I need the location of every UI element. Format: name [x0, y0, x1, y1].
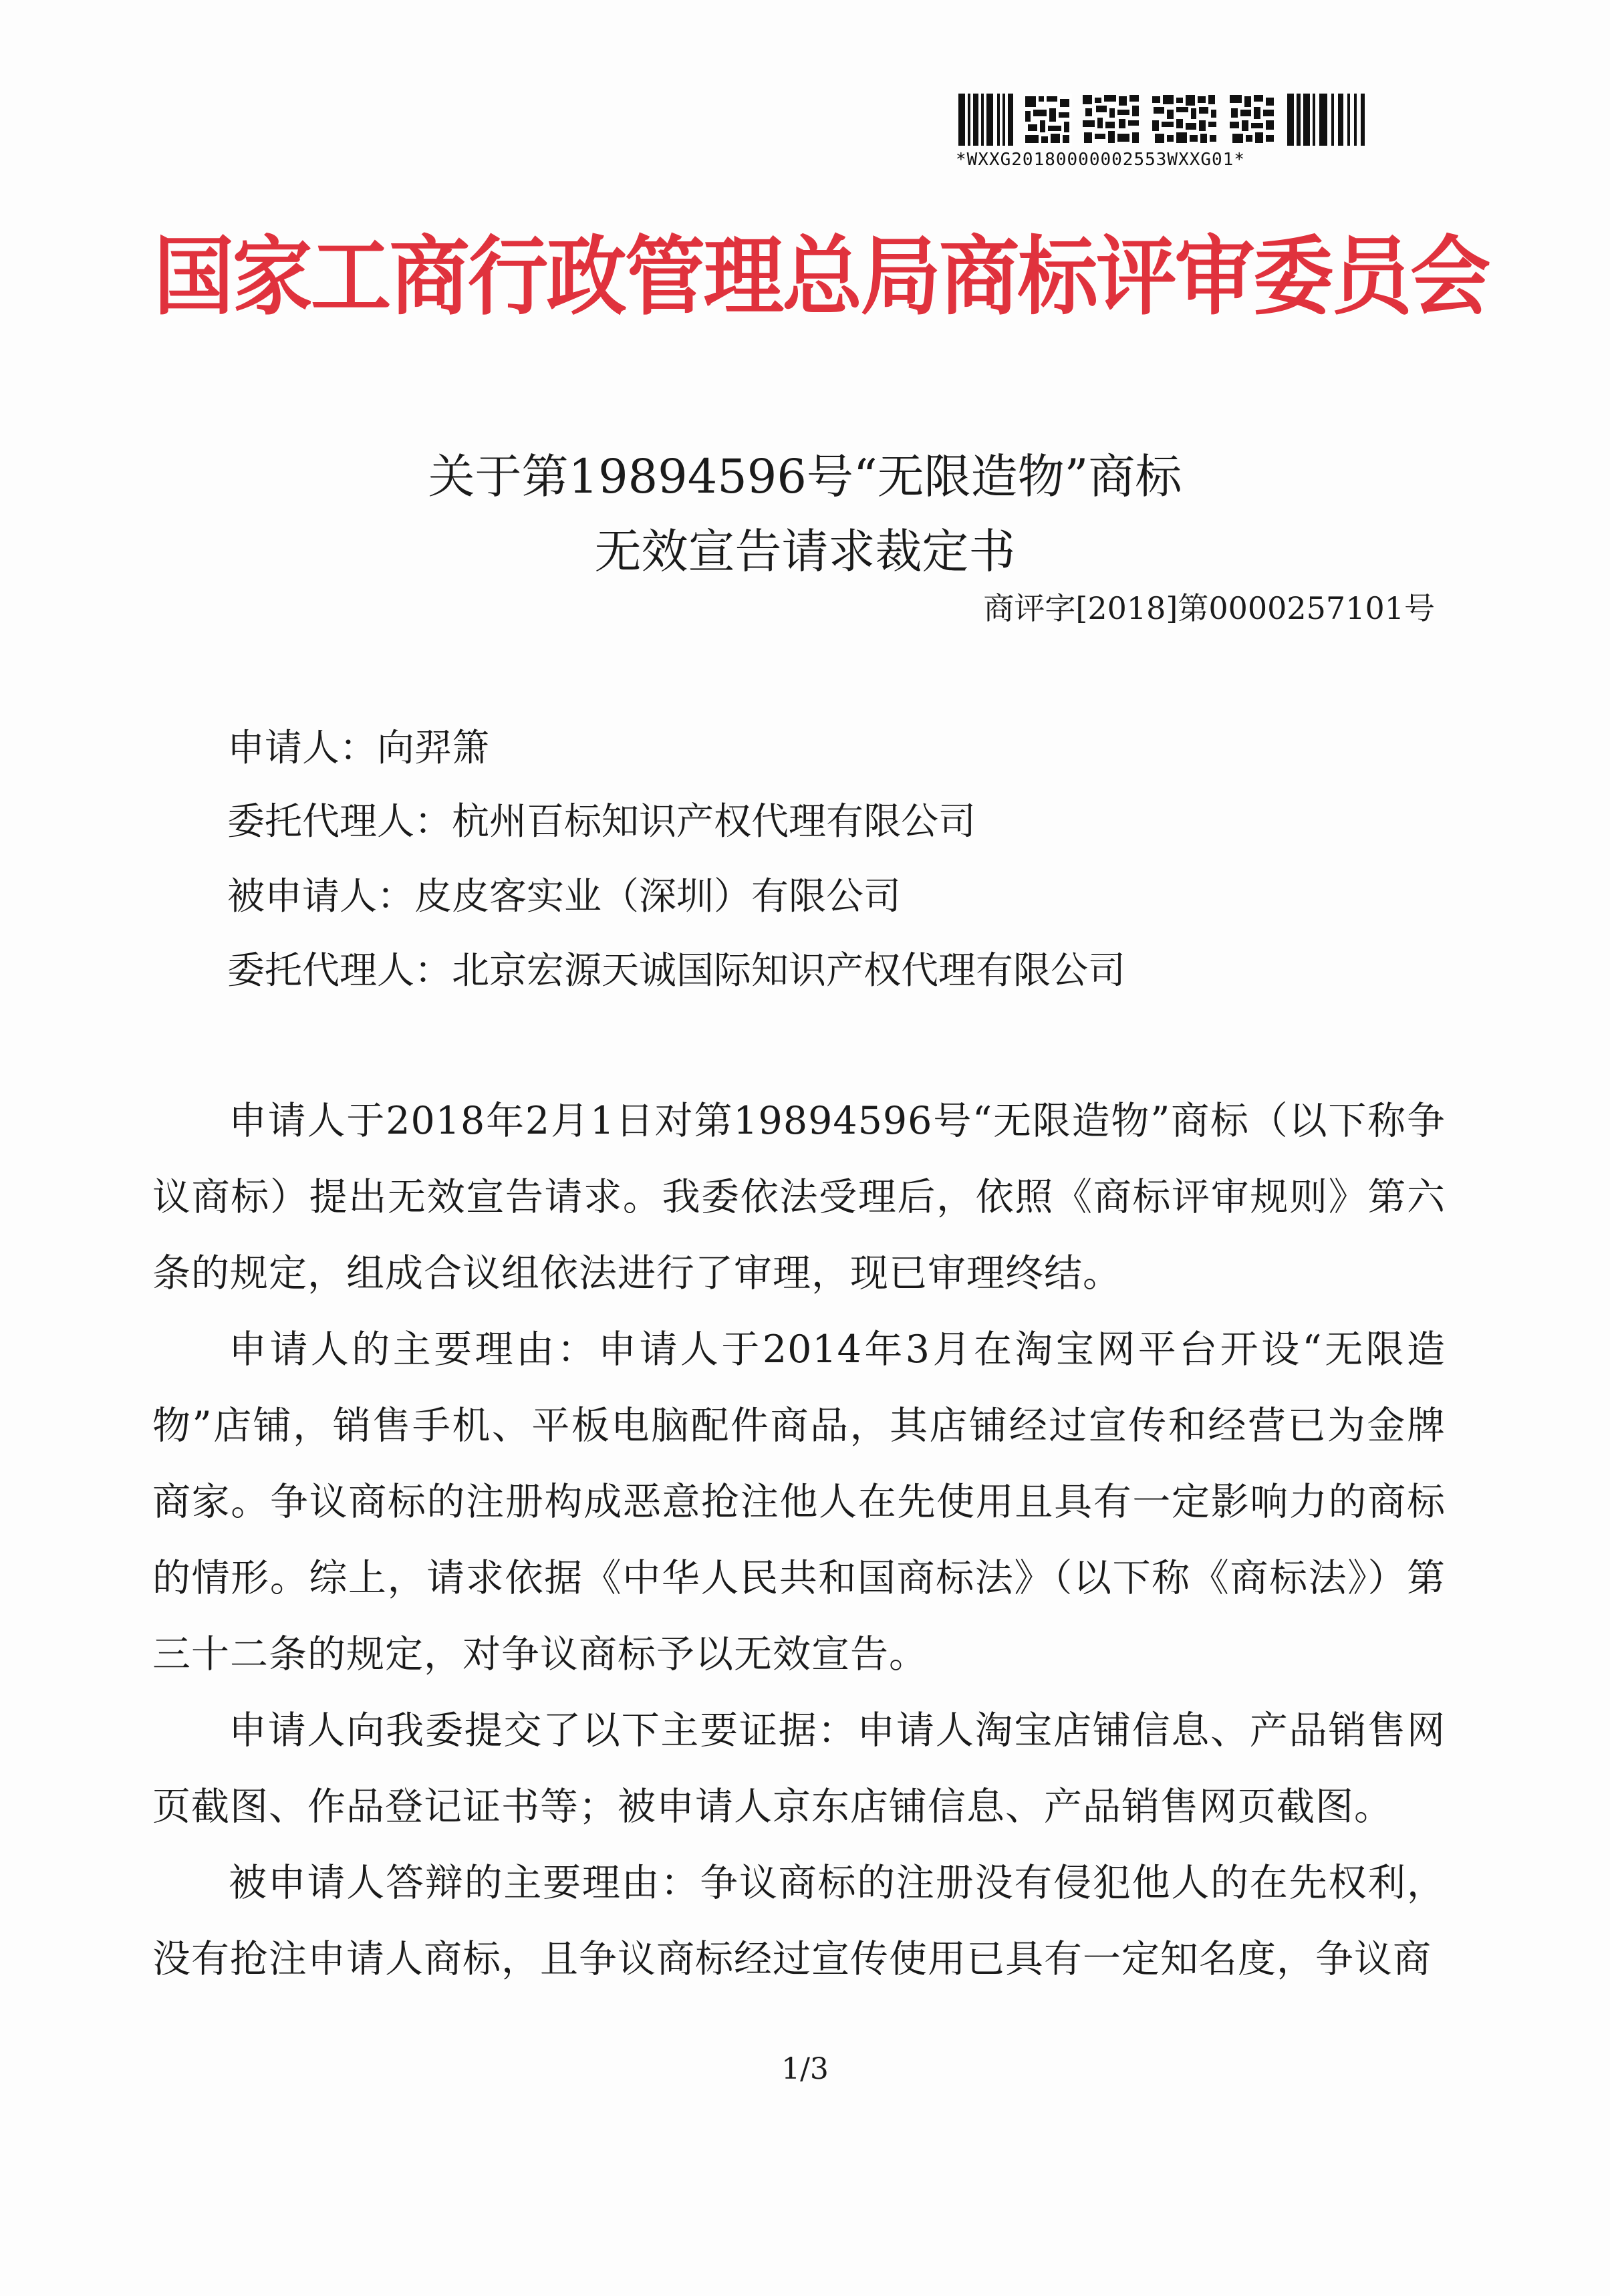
document-title-line-1: 关于第19894596号“无限造物”商标 — [428, 449, 1182, 504]
party-respondent-agent: 委托代理人：北京宏源天诚国际知识产权代理有限公司 — [227, 949, 1125, 993]
page-number: 1/3 — [781, 2052, 829, 2086]
barcode-block — [956, 94, 1410, 170]
party-applicant-agent: 委托代理人：杭州百标知识产权代理有限公司 — [227, 800, 976, 844]
body-text — [152, 1083, 1446, 1997]
barcode-image — [958, 94, 1366, 146]
paragraph: 申请人向我委提交了以下主要证据：申请人淘宝店铺信息、产品销售网页截图、作品登记证书等；被申请人京东店铺信息、产品销售网页截图。 — [152, 1708, 1446, 1829]
document-title-line-2: 无效宣告请求裁定书 — [594, 524, 1016, 579]
paragraph: 申请人于2018年2月1日对第19894596号“无限造物”商标（以下称争议商标）提出无效宣告请求。我委依法受理后，依照《商标评审规则》第六条的规定，组成合议组依法进行了审理，现已审理终结。 — [152, 1099, 1446, 1295]
paragraph: 被申请人答辩的主要理由：争议商标的注册没有侵犯他人的在先权利，没有抢注申请人商标，且争议商标经过宣传使用已具有一定知名度，争议商 — [152, 1861, 1446, 1981]
organization-header: 国家工商行政管理总局商标评审委员会 — [154, 227, 1489, 327]
paragraph: 申请人的主要理由：申请人于2014年3月在淘宝网平台开设“无限造物”店铺，销售手机、平板电脑配件商品，其店铺经过宣传和经营已为金牌商家。争议商标的注册构成恶意抢注他人在先使用且具有一定影响力的商标的情形。综上，请求依据《中华人民共和国商标法》（以下称《商标法》）第三十二条的规定，对争议商标予以无效宣告。 — [152, 1327, 1446, 1676]
barcode-text: *WXXG20180000002553WXXG01* — [956, 150, 1245, 170]
party-applicant: 申请人：向羿箫 — [227, 727, 489, 770]
document-number: 商评字[2018]第0000257101号 — [983, 590, 1435, 626]
party-respondent: 被申请人：皮皮客实业（深圳）有限公司 — [227, 875, 901, 918]
